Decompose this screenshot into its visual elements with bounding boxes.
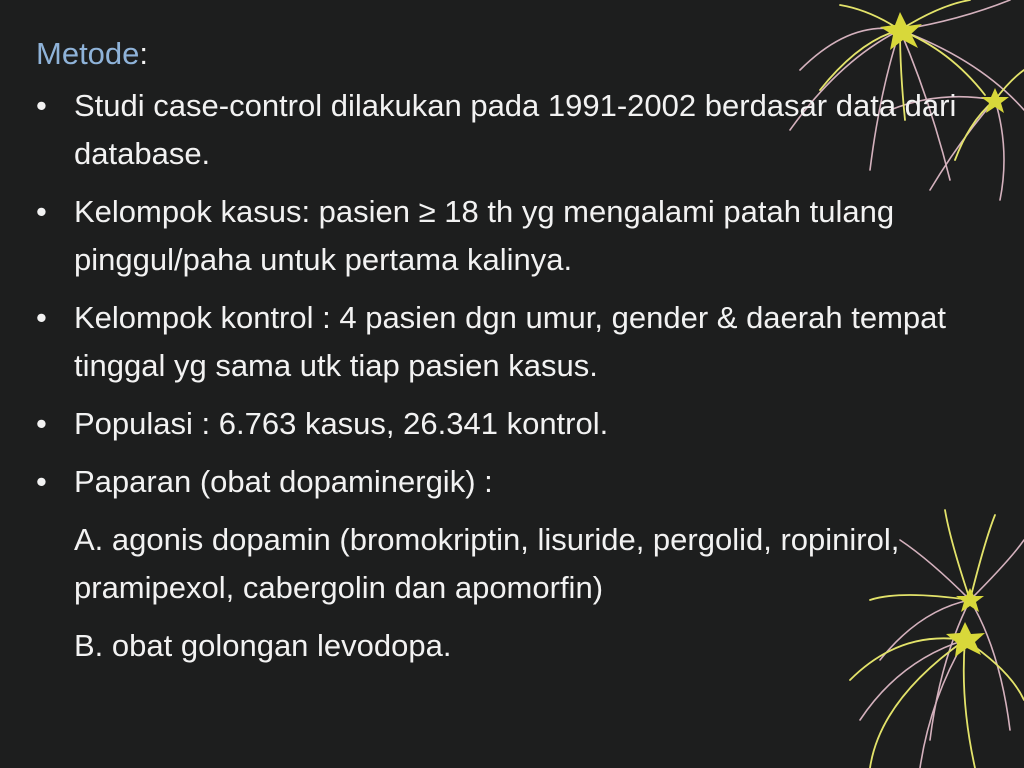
bullet-marker: • (36, 300, 47, 335)
bullet-text: Kelompok kasus: pasien ≥ 18 th yg mengalami patah tulang pinggul/paha untuk pertama kalinya. (74, 194, 895, 277)
bullet-marker: • (36, 464, 47, 499)
bullet-item (36, 294, 996, 390)
bullet-text: Studi case-control dilakukan pada 1991-2002 berdasar data dari database. (74, 88, 957, 171)
bullet-marker: • (36, 194, 47, 229)
heading-label: Metode (36, 36, 140, 71)
heading-colon: : (139, 36, 149, 71)
bullet-text: Paparan (obat dopaminergik) : (74, 464, 493, 499)
bullet-list (36, 82, 996, 506)
bullet-text: Populasi : 6.763 kasus, 26.341 kontrol. (74, 406, 609, 441)
sub-item-agonist: A. agonis dopamin (bromokriptin, lisuride, pergolid, ropinirol, pramipexol, cabergolin dan apomorfin) (74, 522, 900, 605)
slide-content (36, 30, 996, 680)
bullet-marker: • (36, 406, 47, 441)
bullet-item (36, 400, 996, 448)
bullet-marker: • (36, 88, 47, 123)
bullet-item (36, 458, 996, 506)
bullet-text: Kelompok kontrol : 4 pasien dgn umur, gender & daerah tempat tinggal yg sama utk tiap pasien kasus. (74, 300, 946, 383)
bullet-item (36, 188, 996, 284)
sub-item-levodopa: B. obat golongan levodopa. (74, 628, 452, 663)
slide-heading (36, 30, 996, 78)
bullet-item (36, 82, 996, 178)
